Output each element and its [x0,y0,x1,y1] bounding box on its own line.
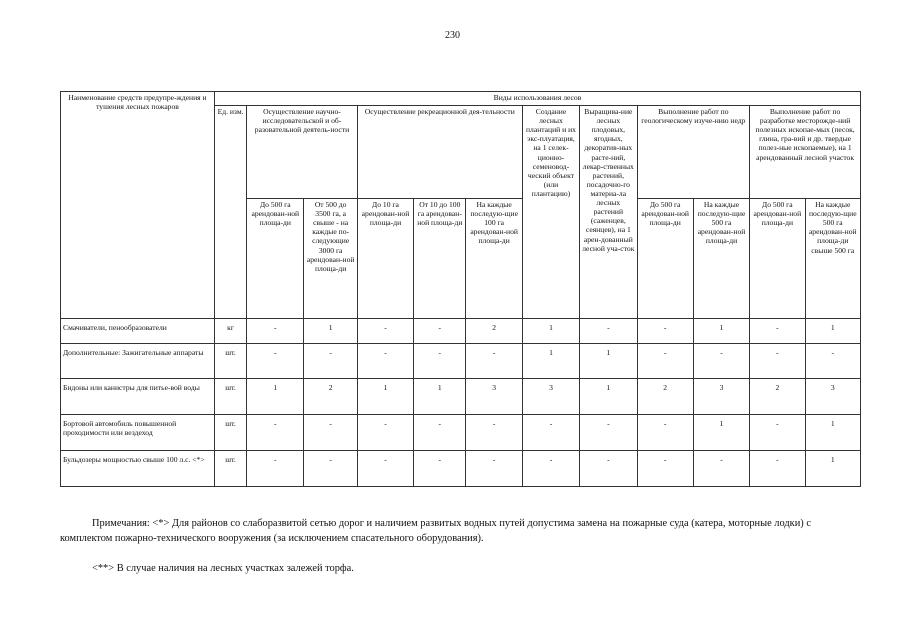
footnote-1: Примечания: <*> Для районов со слаборазвитой сетью дорог и наличием развитых водных путей допустима замена на пожарные суда (катера, моторные лодки) с комплектом пожарно-технического вооружения (за исключением спасательного оборудования). [60,518,811,545]
table-row [61,451,861,487]
row-name: Бульдозеры мощностью свыше 100 л.с. <*> [61,451,215,487]
subheader-mining-upto-500: До 500 га арендован-ной площа-ди [750,199,805,319]
table-cell: - [247,344,304,379]
table-cell: - [637,344,693,379]
table-cell: - [750,319,805,344]
table-cell: - [466,415,522,451]
table-cell: 3 [522,379,579,415]
equipment-table [60,91,861,487]
table-cell: - [466,451,522,487]
row-name: Смачиватели, пенообразователи [61,319,215,344]
table-cell: - [750,415,805,451]
subheader-recreation-each-100: На каждые последую-щие 100 га арендован-ной площа-ди [466,199,522,319]
table-cell: - [805,344,860,379]
header-group-geology: Выполнение работ по геологическому изуче-нию недр [637,106,750,199]
header-uses-title: Виды использования лесов [214,92,860,106]
table-cell: - [750,344,805,379]
table-cell: - [247,319,304,344]
table-cell: - [414,451,466,487]
table-cell: - [637,415,693,451]
table-cell: 1 [693,319,749,344]
subheader-recreation-upto-10: До 10 га арендован-ной площа-ди [357,199,413,319]
table-cell: - [357,344,413,379]
table-cell: - [414,319,466,344]
table-cell: 1 [805,415,860,451]
table-cell: - [304,451,357,487]
table-cell: 1 [805,451,860,487]
table-cell: - [522,415,579,451]
table-cell: - [466,344,522,379]
table-cell: - [304,415,357,451]
table-cell: 1 [247,379,304,415]
table-cell: - [750,451,805,487]
table-row [61,379,861,415]
header-group-plantations: Создание лесных плантаций и их экс-плуатация, на 1 селек-ционно-семеновод-ческий объект (или плантацию) [522,106,579,319]
table-cell: - [304,344,357,379]
header-group-mining: Выполнение работ по разработке месторожде-ний полезных ископае-мых (песок, глина, гра-вий и др. твердые полез-ные ископаемые), на 1 арендованный лесной участок [750,106,861,199]
row-name: Бортовой автомобиль повышенной проходимости или вездеход [61,415,215,451]
subheader-geology-each-500: На каждые последую-щие 500 га арендован-ной площа-ди [693,199,749,319]
table-cell: 3 [805,379,860,415]
row-unit: кг [214,319,246,344]
header-name-column: Наименование средств предупре-ждения и тушения лесных пожаров [61,92,215,319]
table-cell: - [693,451,749,487]
table-cell: - [357,319,413,344]
table-cell: 1 [357,379,413,415]
table-cell: 3 [693,379,749,415]
header-group-cultivation: Выращива-ние лесных плодовых, ягодных, декоратив-ных расте-ний, лекар-ственных растений, посадочно-го материа-ла лесных растений (саженцев, сеянцев), на 1 арен-дованный лесной уча-сток [580,106,637,319]
table-cell: 1 [522,319,579,344]
subheader-mining-each-500: На каждые последую-щие 500 га арендован-ной площа-ди свыше 500 га [805,199,860,319]
table-cell: 1 [522,344,579,379]
table-cell: - [580,415,637,451]
table-cell: - [414,415,466,451]
table-cell: 1 [693,415,749,451]
table-cell: - [637,319,693,344]
row-unit: шт. [214,415,246,451]
row-name: Дополнительные: Зажигательные аппараты [61,344,215,379]
table-cell: 1 [805,319,860,344]
page-number: 230 [445,30,460,41]
row-name: Бидоны или канистры для питье-вой воды [61,379,215,415]
row-unit: шт. [214,379,246,415]
table-cell: - [522,451,579,487]
table-cell: - [357,415,413,451]
header-group-research: Осуществление научно-исследовательской и об-разовательной деятель-ности [247,106,358,199]
table-cell: 1 [580,344,637,379]
row-unit: шт. [214,451,246,487]
table-cell: - [247,451,304,487]
header-unit: Ед. изм. [214,106,246,319]
table-cell: 2 [637,379,693,415]
row-unit: шт. [214,344,246,379]
table-cell: 3 [466,379,522,415]
table-cell: 1 [304,319,357,344]
table-row [61,319,861,344]
table-cell: 2 [750,379,805,415]
table-cell: 2 [304,379,357,415]
table-cell: - [357,451,413,487]
subheader-recreation-10-100: От 10 до 100 га арендован-ной площа-ди [414,199,466,319]
table-cell: - [580,319,637,344]
table-cell: 2 [466,319,522,344]
table-cell: - [637,451,693,487]
table-cell: 1 [414,379,466,415]
table-cell: 1 [580,379,637,415]
subheader-geology-upto-500: До 500 га арендован-ной площа-ди [637,199,693,319]
table-cell: - [580,451,637,487]
header-group-recreation: Осуществление рекреационной дея-тельности [357,106,522,199]
table-cell: - [693,344,749,379]
table-row [61,415,861,451]
subheader-research-upto-500: До 500 га арендован-ной площа-ди [247,199,304,319]
table-cell: - [414,344,466,379]
subheader-research-500-3500: От 500 до 3500 га, а свыше - на каждые по-следующие 3000 га арендован-ной площа-ди [304,199,357,319]
table-cell: - [247,415,304,451]
footnote-2: <**> В случае наличия на лесных участках залежей торфа. [92,563,354,574]
table-row [61,344,861,379]
